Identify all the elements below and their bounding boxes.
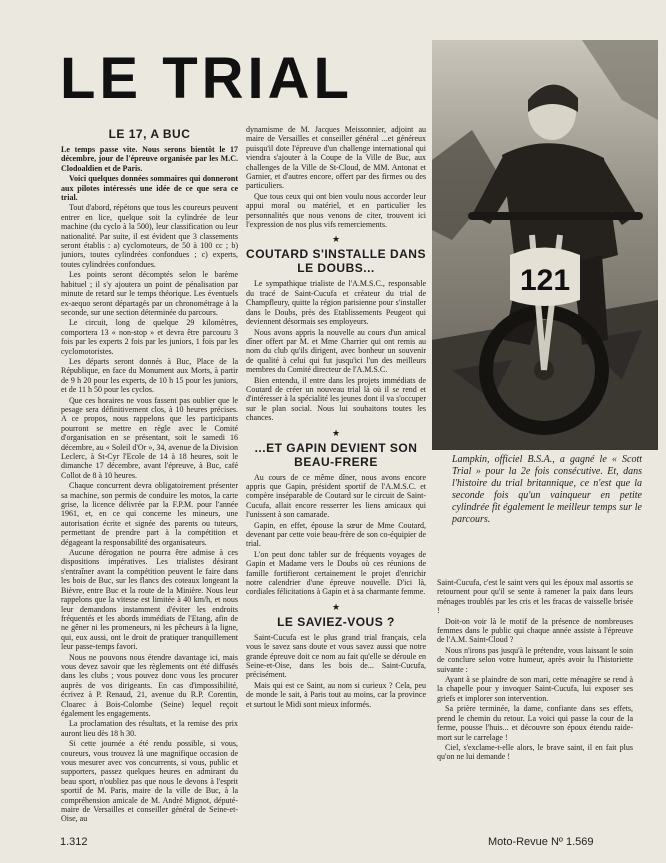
star-separator: ★ [331, 427, 341, 438]
article-paragraph: Mais qui est ce Saint, au nom si curieux ? Cela, peu de monde le sait, à Paris tout au moins, car la province et surtout le Midi sont mieux informés. [246, 680, 426, 709]
article-paragraph: Doit-on voir là le motif de la présence de nombreuses femmes dans le public qui chaque année assiste à l'épreuve de l'A.M. Saint-Cloud ? [437, 616, 633, 645]
article-paragraph: Nous avons appris la nouvelle au cours d'un amical dîner offert par M. et Mme Charrier qui ont remis au nom du club qu'ils dirigent, avec bonheur un souvenir de qualité à celui qui fut jusqu'ici l'un des meilleurs membres du Comité directeur de l'A.M.S.C. [246, 327, 426, 375]
article-paragraph: Gapin, en effet, épouse la sœur de Mme Coutard, devenant par cette voie beau-frère de son co-équipier de trial. [246, 520, 426, 549]
article-paragraph: Nous n'irons pas jusqu'à le prétendre, vous laissant le soin de conclure selon votre humeur, après avoir lu l'historiette suivante : [437, 645, 633, 674]
motorcycle-rider-illustration [432, 40, 658, 450]
article-paragraph: Nous ne pouvons nous étendre davantage ici, mais vous devez savoir que les règlements ont été diffusés dans les clubs ; vous pouvez donc vous les procurer auprès de vos dirigeants. En cas d'impossibilité, écrivez à P. Renaud, 21, avenue du R.P. Corentin, Cloarec à Bois-Colombe (Seine) lequel reçoit également les engagements. [61, 652, 238, 718]
article-lead: Le temps passe vite. Nous serons bientôt le 17 décembre, jour de l'épreuve organisée par les M.C. Clodoaldien et de Paris. [61, 145, 238, 173]
article-paragraph: Que tous ceux qui ont bien voulu nous accorder leur appui moral ou matériel, et en particulier les personnalités que nous venons de citer, trouvent ici l'expression de nos plus vifs remerciements. [246, 191, 426, 230]
article-paragraph: Bien entendu, il entre dans les projets immédiats de Coutard de créer un nouveau trial là où il se rend et d'intéresser à la spécialité les jeunes dont il va s'occuper sur le plan social. Nous lui souhaitons toutes les chances. [246, 375, 426, 423]
article-paragraph: Que ces horaires ne vous fassent pas oublier que le pesage sera définitivement clos, à 10 heures précises. A ce propos, nous rappelons que les participants pourront se mettre en règle avec le Comité d'organisation en se présentant, soit le samedi 16 décembre, au « Soleil d'Or », 34, avenue de la Division Leclerc, à St-Cyr l'Ecole de 14 à 18 heures, soit le dimanche 17 décembre, avant l'épreuve, à Buc, café Collot de 8 à 10 heures. [61, 395, 238, 480]
page-folio: 1.312 [60, 836, 88, 848]
heading-coutard: COUTARD S'INSTALLE DANS LE DOUBS... [246, 247, 426, 276]
rider-photo [432, 40, 658, 450]
article-paragraph: Chaque concurrent devra obligatoirement présenter sa machine, son permis de conduire les motos, la carte grise, la licence délivrée par la F.P.M. pour l'année 1961, et, en ce qui concerne les mineurs, une autorisation écrite et signée des parents ou tuteurs, permettant de prendre part à la compétition et dégageant la responsabilité des organisateurs. [61, 481, 238, 547]
article-buc-column [61, 125, 238, 823]
heading-saviez-vous: LE SAVIEZ-VOUS ? [277, 614, 395, 629]
right-column [437, 578, 633, 818]
photo-caption: Lampkin, officiel B.S.A., a gagné le « Scott Trial » pour la 2e fois consécutive. Et, dans l'histoire du trial britannique, ce n'est que la seconde fois qu'un vainqueur en petite cylindrée fit également le meilleur temps sur le parcours. [452, 454, 642, 525]
heading-buc: LE 17, A BUC [108, 127, 191, 141]
middle-column [246, 125, 426, 815]
magazine-issue: Moto-Revue Nº 1.569 [488, 836, 594, 848]
handlebar [468, 212, 643, 220]
article-paragraph: Les points seront décomptés selon le barème habituel ; il s'y ajoutera un point de pénalisation par minute de retard sur le temps théorique. Les éventuels ex-aequo seront départagés par un chronométrage à la seconde, sur une section déterminée du parcours. [61, 270, 238, 317]
star-separator: ★ [331, 601, 341, 612]
article-paragraph: Au cours de ce même dîner, nous avons encore appris que Gapin, président sportif de l'A.M.S.C. et compère inséparable de Coutard sur le circuit de Saint-Cucufa, allait encore resserrer les liens amicaux qui l'unissent à son camarade. [246, 472, 426, 520]
article-paragraph: dynamisme de M. Jacques Meissonnier, adjoint au maire de Versailles et conseiller général ...et généreux puisqu'il dote l'épreuve d'un challenge international qui viendra s'ajouter à la Coupe de la Ville de Buc, aux challenges de la Ville de St-Cloud, de MM. Antonat et Garnier, et d'autres encore, offert par des firmes ou des particuliers. [246, 125, 426, 191]
article-paragraph: Saint-Cucufa est le plus grand trial français, cela vous le savez sans doute et vous savez aussi que notre grande épreuve doit ce nom au fait qu'elle se déroule en Seine-et-Oise, dans les bois de... Saint-Cucufa, précisément. [246, 632, 426, 680]
article-paragraph: Ayant à se plaindre de son mari, cette ménagère se rend à la chapelle pour y invoquer Saint-Cucufa, lui exposer ses griefs et implorer son intervention. [437, 675, 633, 703]
article-paragraph: Le sympathique trialiste de l'A.M.S.C., responsable du tracé de Saint-Cucufa et créateur du trial de Champfleury, quitte la région parisienne pour s'installer dans le Doubs, près des Etablissements Peugeot qui deviennent désormais ses employeurs. [246, 279, 426, 327]
article-paragraph: Tout d'abord, répétons que tous les coureurs peuvent entrer en lice, quelque soit la cylindrée de leur machine (du cyclo à la 500), leur classification ou leur nationalité. Par suite, il est évident que 3 classements seront établis : a) cyclomoteurs, de 50 à 100 cc ; b) juniors, toutes cylindrées confondues ; c) experts, toutes cylindrées confondues. [61, 203, 238, 269]
article-paragraph: L'on peut donc tabler sur de fréquents voyages de Gapin et Madame vers le Doubs où ces réunions de famille fortifieront certainement le projet d'enrichir notre calendrier d'une épreuve nouvelle. D'ici là, cordiales félicitations à Gapin et à sa charmante femme. [246, 549, 426, 597]
article-paragraph: Saint-Cucufa, c'est le saint vers qui les époux mal assortis se retournent pour qu'il se sente à ramener la paix dans leurs ménages troublés par les cris et les fracas de vaisselle brisée ! [437, 578, 633, 616]
article-paragraph: La proclamation des résultats, et la remise des prix auront lieu dès 18 h 30. [61, 719, 238, 738]
bib-number: 121 [519, 264, 571, 297]
article-paragraph: Aucune dérogation ne pourra être admise à ces dispositions impératives. Les trialistes désirant s'entraîner avant la compétition peuvent le faire dans les bois de Buc, sur les flancs des coteaux longeant la Bièvre, entre Buc et la route de la Minière. Nous leur rappelons que la vitesse est limitée à 40 km/h, et nous leur demandons instamment d'éviter les endroits fréquentés et les abords immédiats de l'Etang, afin de ne gêner ni les promeneurs, ni les pêcheurs à la ligne, qui, eux aussi, ont le droit de pratiquer tranquillement leur passe-temps favori. [61, 548, 238, 652]
article-paragraph: Ciel, s'exclame-t-elle alors, le brave saint, il en fait plus qu'on ne lui demande ! [437, 742, 633, 762]
heading-gapin: ...ET GAPIN DEVIENT SON BEAU-FRERE [254, 440, 418, 469]
article-paragraph: Les départs seront donnés à Buc, Place de la République, en face du Monument aux Morts, à partir de 9 h 20 pour les experts, de 10 h 15 pour les juniors, et de 11 h 50 pour les cyclos. [61, 356, 238, 395]
article-paragraph: Si cette journée a été rendu possible, si vous, coureurs, vous trouvez là une magnifique occasion de vous mesurer avec vos concurrents, si vous, public et supporters, passez quelques heures en admirant du beau sport, n'oubliez pas que nous le devons à l'esprit sportif de M. Paris, maire de la ville de Buc, à la compréhension amicale de M. André Mignot, député-maire de Versailles et conseiller général de Seine-et-Oise, au [61, 739, 238, 823]
page-title: LE TRIAL [60, 46, 353, 111]
article-paragraph: Sa prière terminée, la dame, confiante dans ses effets, prend le chemin du retour. La voici qui passe la cour de la ferme, pousse l'huis... et découvre son époux étendu raide-mort sur le carrelage ! [437, 704, 633, 742]
star-separator: ★ [331, 234, 341, 245]
article-paragraph: Le circuit, long de quelque 29 kilomètres, comportera 13 « non-stop » et devra être parcouru 3 fois par les experts 2 fois par les juniors, 1 fois par les cyclomotoristes. [61, 318, 238, 356]
article-lead-2: Voici quelques données sommaires qui donneront aux pilotes intéressés une idée de ce que sera ce trial. [61, 174, 238, 203]
